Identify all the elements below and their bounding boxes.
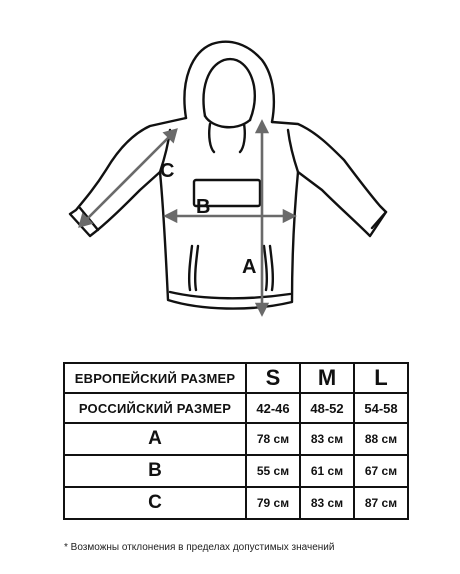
hood-outline [184, 42, 273, 122]
body-outline [70, 118, 386, 309]
row-label-b: B [64, 455, 246, 487]
value-a-m: 83 см [300, 423, 354, 455]
measure-label-b: B [196, 196, 211, 218]
eu-size-label: ЕВРОПЕЙСКИЙ РАЗМЕР [64, 363, 246, 393]
table-row-eu [64, 363, 408, 393]
table-row-ru [64, 393, 408, 423]
value-c-l: 87 см [354, 487, 408, 519]
value-c-s: 79 см [246, 487, 300, 519]
value-b-s: 55 см [246, 455, 300, 487]
ru-size-l: 54-58 [354, 393, 408, 423]
right-cuff [372, 212, 386, 228]
table-row-a [64, 423, 408, 455]
drawstring-right [240, 124, 245, 152]
table-row-c [64, 487, 408, 519]
row-label-c: C [64, 487, 246, 519]
size-l: L [354, 363, 408, 393]
value-a-s: 78 см [246, 423, 300, 455]
size-m: M [300, 363, 354, 393]
ru-size-label: РОССИЙСКИЙ РАЗМЕР [64, 393, 246, 423]
value-a-l: 88 см [354, 423, 408, 455]
measure-label-c: C [160, 160, 175, 182]
value-c-m: 83 см [300, 487, 354, 519]
right-pocket [264, 246, 267, 290]
size-chart-table [63, 362, 409, 520]
value-b-l: 67 см [354, 455, 408, 487]
table-row-b [64, 455, 408, 487]
drawstring-left [209, 124, 214, 152]
footnote: * Возможны отклонения в пределах допустимых значений [64, 542, 335, 553]
measure-line-c [84, 134, 175, 222]
ru-size-s: 42-46 [246, 393, 300, 423]
left-pocket [189, 246, 192, 290]
value-b-m: 61 см [300, 455, 354, 487]
ru-size-m: 48-52 [300, 393, 354, 423]
size-s: S [246, 363, 300, 393]
measure-label-a: A [242, 256, 257, 278]
row-label-a: A [64, 423, 246, 455]
hood-opening [204, 59, 255, 120]
